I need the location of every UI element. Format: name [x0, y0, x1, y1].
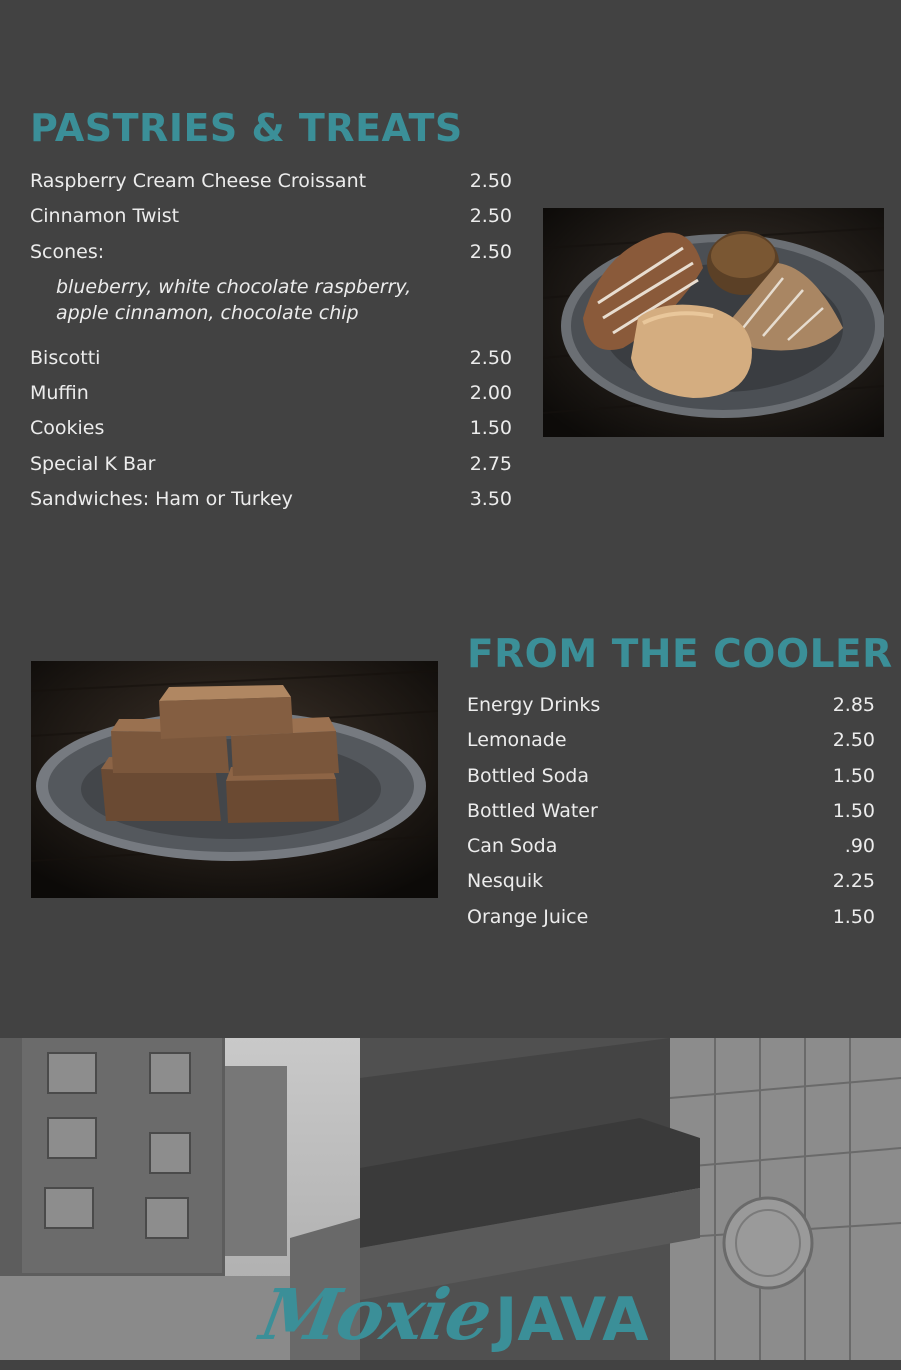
menu-item: [30, 199, 512, 234]
menu-item-price: 2.75: [469, 452, 512, 475]
menu-item: [30, 341, 512, 376]
scone-flavors-line: blueberry, white chocolate raspberry,: [56, 275, 412, 298]
moxie-java-logo: [254, 1270, 649, 1360]
menu-item: [30, 447, 512, 482]
menu-item-price: 3.50: [469, 488, 512, 511]
menu-item-name: Muffin: [30, 382, 89, 405]
menu-item-price: 1.50: [832, 799, 875, 822]
menu-item-name: Raspberry Cream Cheese Croissant: [30, 170, 367, 192]
menu-item-price: 2.50: [469, 170, 512, 192]
menu-item: [30, 411, 512, 446]
menu-item-name: Lemonade: [467, 729, 567, 752]
menu-item-name: Energy Drinks: [467, 694, 601, 716]
cooler-menu-list: [467, 688, 875, 935]
menu-item-price: 1.50: [832, 764, 875, 787]
menu-item-price: 2.50: [469, 240, 512, 263]
menu-item: [467, 688, 875, 723]
menu-item: [467, 900, 875, 935]
menu-item-price: 2.50: [469, 346, 512, 369]
menu-item: [30, 376, 512, 411]
menu-item-price: 2.50: [832, 729, 875, 752]
menu-item-price: 1.50: [469, 417, 512, 440]
menu-item-price: 1.50: [832, 905, 875, 928]
pastries-menu-list: [30, 164, 512, 517]
pastry-plate-photo: [543, 208, 884, 437]
scone-flavors-line: apple cinnamon, chocolate chip: [56, 301, 359, 324]
menu-item-name: Special K Bar: [30, 452, 156, 475]
menu-item-name: Can Soda: [467, 835, 558, 858]
logo-script-text: Moxie: [254, 1273, 497, 1356]
menu-item-name: Bottled Soda: [467, 764, 590, 787]
menu-item-name: Scones:: [30, 240, 105, 263]
menu-item-price: 2.25: [832, 870, 875, 893]
pastries-heading: PASTRIES & TREATS: [30, 106, 463, 150]
menu-item-price: 2.85: [832, 694, 875, 716]
menu-item: [467, 723, 875, 758]
menu-item: [467, 864, 875, 899]
menu-item-price: .90: [844, 835, 875, 858]
menu-item-name: Sandwiches: Ham or Turkey: [30, 488, 293, 511]
menu-item: [467, 759, 875, 794]
menu-item-name: Bottled Water: [467, 799, 598, 822]
special-k-bar-plate-photo: [31, 661, 438, 898]
menu-item: [467, 829, 875, 864]
menu-item-name: Cinnamon Twist: [30, 205, 180, 228]
menu-item-name: Cookies: [30, 417, 105, 440]
menu-item: [30, 482, 512, 517]
menu-item-name: Biscotti: [30, 346, 101, 369]
menu-item-price: 2.50: [469, 205, 512, 228]
menu-item-name: Nesquik: [467, 870, 544, 893]
menu-item-name: Orange Juice: [467, 905, 589, 928]
menu-item: [30, 235, 512, 270]
cooler-heading: FROM THE COOLER: [467, 632, 893, 677]
scone-flavors-note: [30, 270, 512, 341]
menu-item: [467, 794, 875, 829]
menu-item-price: 2.00: [469, 382, 512, 405]
menu-item: [30, 164, 512, 199]
logo-word-text: JAVA: [495, 1285, 649, 1355]
